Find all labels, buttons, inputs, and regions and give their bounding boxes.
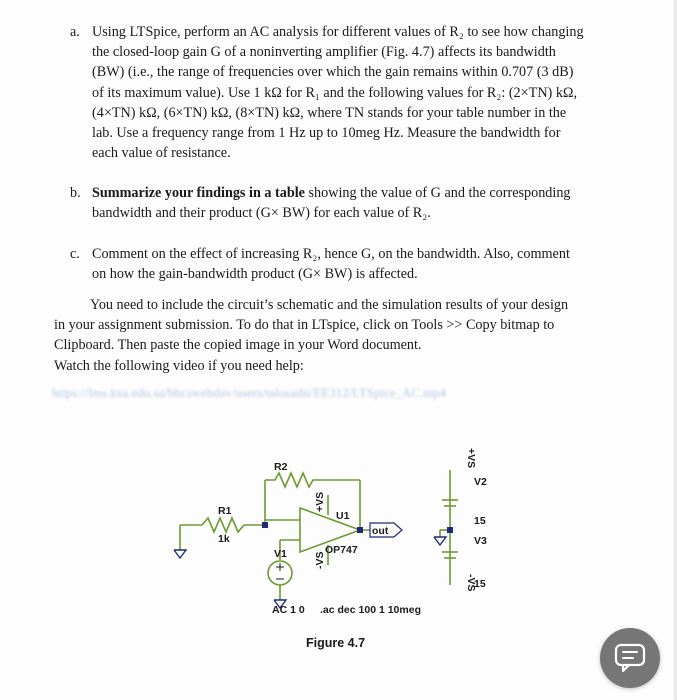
r2-label: R2	[274, 461, 288, 473]
v1-label: V1	[274, 548, 287, 560]
v3-value: 15	[474, 578, 486, 590]
item-a-line-3: (BW) (i.e., the range of frequencies over which the gain remains within 0.707 (3 dB)	[92, 64, 574, 81]
paragraph-line-2: in your assignment submission. To do that in LTspice, click on Tools >> Copy bitmap to	[54, 317, 555, 334]
item-a-line-7: each value of resistance.	[92, 145, 231, 162]
item-a-line-1: Using LTSpice, perform an AC analysis for different values of R₂ to see how changing	[92, 24, 584, 40]
item-a-line-6: lab. Use a frequency range from 1 Hz up to 10meg Hz. Measure the bandwidth for	[92, 125, 561, 142]
instructions-paragraph	[54, 295, 644, 376]
item-b-bold-lead: Summarize your findings in a table	[92, 185, 305, 201]
figure-caption: Figure 4.7	[306, 636, 366, 650]
chat-bubble-icon	[614, 643, 646, 673]
chat-button[interactable]	[600, 628, 660, 688]
item-label: b.	[70, 185, 81, 201]
vminus-label: -VS	[314, 551, 326, 569]
out-label: out	[372, 525, 389, 537]
vplus-label: +VS	[314, 491, 326, 512]
v2-label: V2	[474, 476, 487, 488]
r1-label: R1	[218, 505, 232, 517]
paragraph-line-1: You need to include the circuit’s schematic and the simulation results of your design	[90, 297, 569, 313]
item-a-line-4: of its maximum value). Use 1 kΩ for R₁ and the following values for R₂: (2×TN) kΩ,	[92, 84, 578, 101]
opamp-model: OP747	[325, 544, 358, 556]
item-a-line-2: the closed-loop gain G of a noninverting amplifier (Fig. 4.7) affects its bandwidth	[92, 44, 556, 61]
item-c	[70, 244, 630, 284]
item-a-line-5: (4×TN) kΩ, (6×TN) kΩ, (8×TN) kΩ, where TN stands for your table number in the	[92, 104, 567, 121]
r2-resistor	[265, 473, 325, 487]
r1-resistor	[202, 518, 265, 532]
video-link[interactable]: https://lms.ksu.edu.sa/bbcswebdav/users/talosaibi/EE312/LTSpice_AC.mp4	[52, 386, 447, 400]
ground-icon	[434, 537, 446, 545]
ground-icon	[174, 550, 186, 558]
item-b-line-1	[92, 183, 630, 203]
r1-value: 1k	[218, 533, 230, 545]
item-b-line-1-rest: showing the value of G and the corresponding	[304, 185, 571, 201]
u1-label: U1	[336, 510, 350, 522]
vplus-right-label: +VS	[465, 448, 477, 469]
item-b	[70, 183, 630, 223]
vminus-right-label: -VS	[465, 574, 477, 592]
item-c-line-2: on how the gain-bandwidth product (G× BW) is affected.	[92, 266, 418, 283]
item-label: c.	[70, 246, 80, 262]
ac-directive: .ac dec 100 1 10meg	[320, 604, 421, 616]
item-b-line-2: bandwidth and their product (G× BW) for each value of R₂.	[92, 205, 431, 222]
v2-value: 15	[474, 515, 486, 527]
page-edge	[673, 0, 677, 700]
item-a	[70, 22, 630, 163]
item-label: a.	[70, 24, 80, 40]
item-c-line-1: Comment on the effect of increasing R₂, hence G, on the bandwidth. Also, comment	[92, 246, 570, 262]
v1-spec: AC 1 0	[272, 604, 305, 616]
paragraph-line-4: Watch the following video if you need help:	[54, 357, 304, 374]
circuit-schematic	[170, 440, 510, 660]
v3-label: V3	[474, 535, 487, 547]
schematic-svg	[170, 440, 510, 660]
paragraph-line-3: Clipboard. Then paste the copied image in your Word document.	[54, 337, 422, 354]
